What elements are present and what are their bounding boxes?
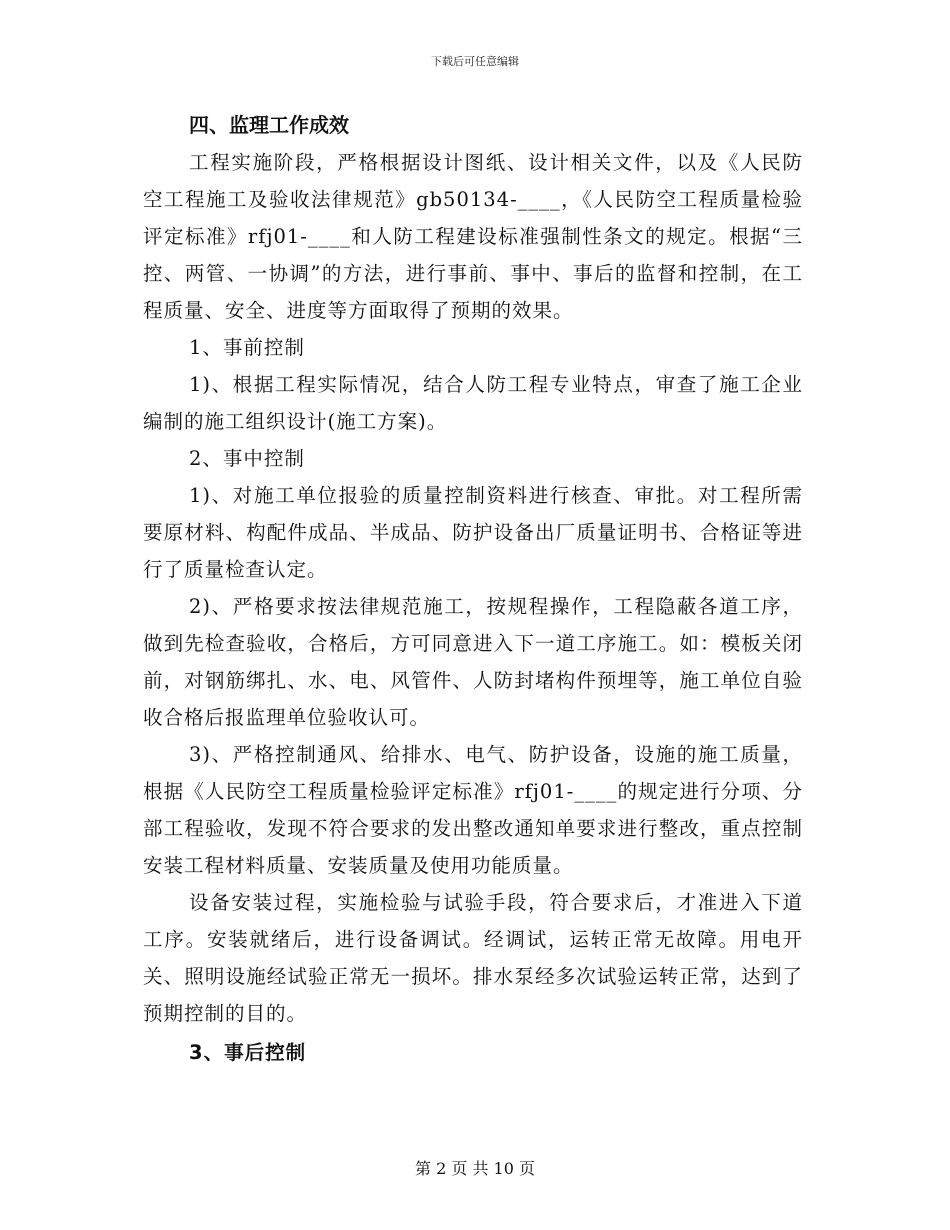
- document-body: [143, 106, 803, 1071]
- mid-control-title: 2、事中控制: [189, 447, 305, 470]
- mid-control-paragraph-2: 2)、严格要求按法律规范施工，按规程操作，工程隐蔽各道工序，做到先检查验收，合格后，方可同意进入下一道工序施工。如：模板关闭前，对钢筋绑扎、水、电、风管件、人防封堵构件预埋等，施工单位自验收合格后报监理单位验收认可。: [143, 595, 803, 729]
- pre-control-title: 1、事前控制: [189, 336, 305, 359]
- intro-paragraph: 工程实施阶段，严格根据设计图纸、设计相关文件，以及《人民防空工程施工及验收法律规范》gb50134-____，《人民防空工程质量检验评定标准》rfj01-____和人防工程建设标准强制性条文的规定。根据“三控、两管、一协调”的方法，进行事前、事中、事后的监督和控制，在工程质量、安全、进度等方面取得了预期的效果。: [143, 151, 803, 322]
- post-control-title: 3、事后控制: [189, 1041, 307, 1064]
- mid-control-paragraph-1: 1)、对施工单位报验的质量控制资料进行核查、审批。对工程所需要原材料、构配件成品、半成品、防护设备出厂质量证明书、合格证等进行了质量检查认定。: [143, 484, 803, 581]
- mid-control-paragraph-3: 3)、严格控制通风、给排水、电气、防护设备，设施的施工质量，根据《人民防空工程质量检验评定标准》rfj01-____的规定进行分项、分部工程验收，发现不符合要求的发出整改通知单要求进行整改，重点控制安装工程材料质量、安装质量及使用功能质量。: [143, 743, 803, 877]
- pre-control-paragraph-1: 1)、根据工程实际情况，结合人防工程专业特点，审查了施工企业编制的施工组织设计(施工方案)。: [143, 373, 803, 433]
- mid-control-paragraph-4: 设备安装过程，实施检验与试验手段，符合要求后，才准进入下道工序。安装就绪后，进行设备调试。经调试，运转正常无故障。用电开关、照明设施经试验正常无一损坏。排水泵经多次试验运转正常，达到了预期控制的目的。: [143, 891, 803, 1025]
- header-note: 下载后可任意编辑: [431, 55, 519, 68]
- section-title: 四、监理工作成效: [189, 113, 349, 137]
- page-number: 第 2 页 共 10 页: [415, 1159, 535, 1178]
